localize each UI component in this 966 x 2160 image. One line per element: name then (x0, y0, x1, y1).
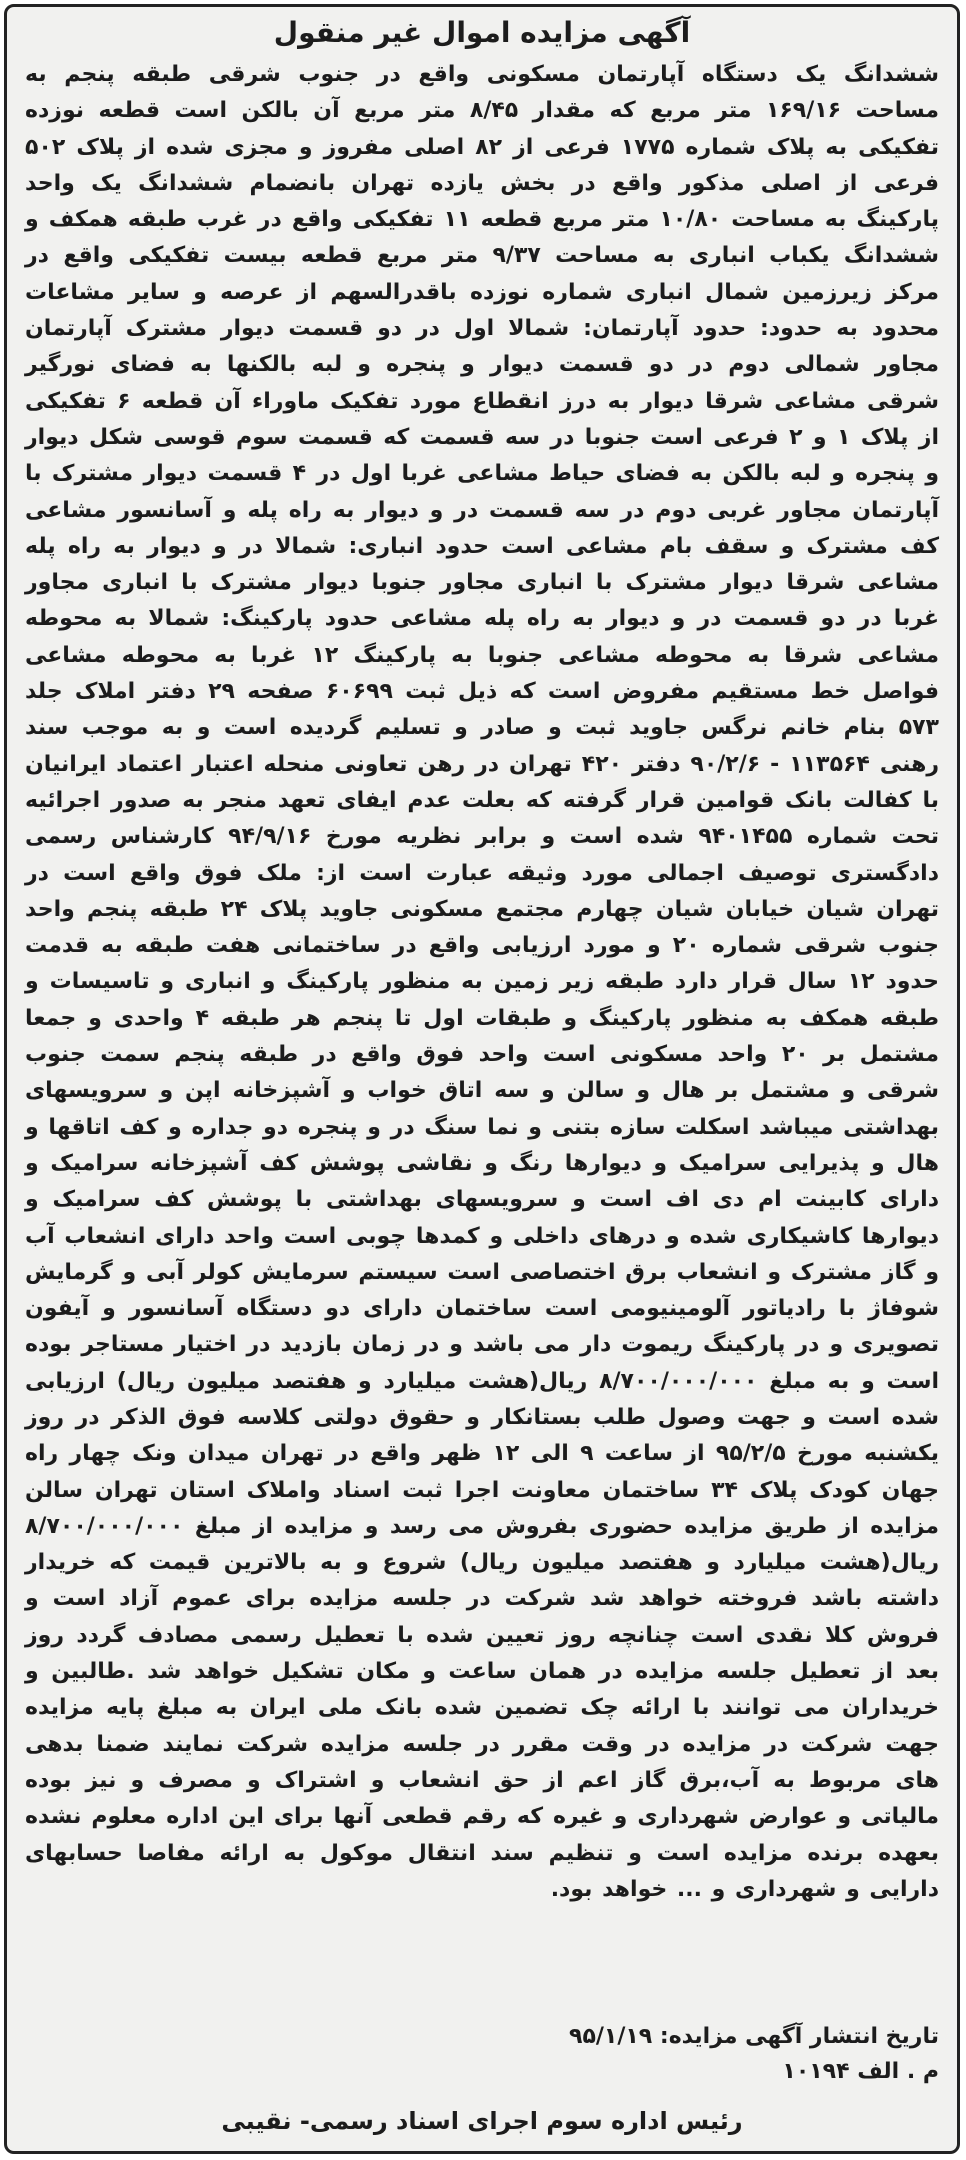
notice-title: آگهی مزایده اموال غیر منقول (273, 16, 691, 49)
signature: رئیس اداره سوم اجرای اسناد رسمی- نقیبی (221, 2107, 743, 2135)
publish-date: تاریخ انتشار آگهی مزایده: ۹۵/۱/۱۹ (569, 2024, 939, 2049)
reference-code: م . الف ۱۰۱۹۴ (782, 2059, 939, 2084)
notice-frame (4, 4, 960, 2154)
notice-body: ششدانگ یک دستگاه آپارتمان مسکونی واقع در جنوب شرقی طبقه پنجم به مساحت ۱۶۹/۱۶ متر مربع که مقدار ۸/۴۵ متر مربع آن بالکن است قطعه نوزده تفکیکی به پلاک شماره ۱۷۷۵ فرعی از ۸۲ اصلی مفروز و مجزی شده از پلاک ۵۰۲ فرعی از اصلی مذکور واقع در بخش یازده تهران بانضمام ششدانگ یک واحد پارکینگ به مساحت ۱۰/۸۰ متر مربع قطعه ۱۱ تفکیکی واقع در غرب طبقه همکف و ششدانگ یکباب انباری به مساحت ۹/۳۷ متر مربع قطعه بیست تفکیکی واقع در مرکز زیرزمین شمال انباری شماره نوزده باقدرالسهم از عرصه و سایر مشاعات محدود به حدود: حدود آپارتمان: شمالا اول در دو قسمت دیوار مشترک آپارتمان مجاور شمالی دوم در دو قسمت دیوار و پنجره و لبه بالکنها به فضای نورگیر شرقی مشاعی شرقا دیوار به درز انقطاع مورد تفکیک ماوراء آن قطعه ۶ تفکیکی از پلاک ۱ و ۲ فرعی است جنوبا در سه قسمت که قسمت سوم قوسی شکل دیوار و پنجره و لبه بالکن به فضای حیاط مشاعی غربا اول در ۴ قسمت دیوار مشترک با آپارتمان مجاور غربی دوم در سه قسمت در و دیوار به راه پله و آسانسور مشاعی کف مشترک و سقف بام مشاعی است حدود انباری: شمالا در و دیوار به راه پله مشاعی شرقا دیوار مشترک با انباری مجاور جنوبا دیوار مشترک با انباری مجاور غربا در دو قسمت در و دیوار به راه پله مشاعی حدود پارکینگ: شمالا به محوطه مشاعی شرقا به محوطه مشاعی جنوبا به پارکینگ ۱۲ غربا به محوطه مشاعی فواصل خط مستقیم مفروض است که ذیل ثبت ۶۰۶۹۹ صفحه ۲۹ دفتر املاک جلد ۵۷۳ بنام خانم نرگس جاوید ثبت و صادر و تسلیم گردیده است و به موجب سند رهنی ۱۱۳۵۶۴ - ۹۰/۲/۶ دفتر ۴۲۰ تهران در رهن تعاونی منحله اعتبار اعتماد ایرانیان با کفالت بانک قوامین قرار گرفته که بعلت عدم ایفای تعهد منجر به صدور اجرائیه تحت شماره ۹۴۰۱۴۵۵ شده است و برابر نظریه مورخ ۹۴/۹/۱۶ کارشناس رسمی دادگستری توصیف اجمالی مورد وثیقه عبارت است از: ملک فوق واقع است در تهران شیان خیابان شیان چهارم مجتمع مسکونی جاوید پلاک ۲۴ طبقه پنجم واحد جنوب شرقی شماره ۲۰ و مورد ارزیابی واقع در ساختمانی هفت طبقه به قدمت حدود ۱۲ سال قرار دارد طبقه زیر زمین به منظور پارکینگ و انباری و تاسیسات و طبقه همکف به منظور پارکینگ و طبقات اول تا پنجم هر طبقه ۴ واحدی و جمعا مشتمل بر ۲۰ واحد مسکونی است واحد فوق واقع در طبقه پنجم سمت جنوب شرقی و مشتمل بر هال و سالن و سه اتاق خواب و آشپزخانه اپن و سرویسهای بهداشتی میباشد اسکلت سازه بتنی و نما سنگ در و پنجره دو جداره و کف اتاقها و هال و پذیرایی سرامیک و دیوارها رنگ و نقاشی پوشش کف آشپزخانه سرامیک و دارای کابینت ام دی اف است و سرویسهای بهداشتی با پوشش کف سرامیک و دیوارها کاشیکاری شده و درهای داخلی و کمدها چوبی است واحد دارای انشعاب آب و گاز مشترک و انشعاب برق اختصاصی است سیستم سرمایش کولر آبی و گرمایش شوفاژ با رادیاتور آلومینیومی است ساختمان دارای دو دستگاه آسانسور و آیفون تصویری و در پارکینگ ریموت دار می باشد و در زمان بازدید در اختیار مستاجر بوده است و به مبلغ ۸/۷۰۰/۰۰۰/۰۰۰ ریال(هشت میلیارد و هفتصد میلیون ریال) ارزیابی شده است و جهت وصول طلب بستانکار و حقوق دولتی کلاسه فوق الذکر در روز یکشنبه مورخ ۹۵/۲/۵ از ساعت ۹ الی ۱۲ ظهر واقع در تهران میدان ونک چهار راه جهان کودک پلاک ۳۴ ساختمان معاونت اجرا ثبت اسناد واملاک استان تهران سالن مزایده از طریق مزایده حضوری بفروش می رسد و مزایده از مبلغ ۸/۷۰۰/۰۰۰/۰۰۰ ریال(هشت میلیارد و هفتصد میلیون ریال) شروع و به بالاترین قیمت که خریدار داشته باشد فروخته خواهد شد شرکت در جلسه مزایده برای عموم آزاد است و فروش کلا نقدی است چنانچه روز تعیین شده با تعطیل رسمی مصادف گردد روز بعد از تعطیل جلسه مزایده در همان ساعت و مکان تشکیل خواهد شد .طالبین و خریداران می توانند با ارائه چک تضمین شده بانک ملی ایران به مبلغ پایه مزایده جهت شرکت در مزایده در وقت مقرر در جلسه مزایده شرکت نمایند ضمنا بدهی های مربوط به آب،برق گاز اعم از حق انشعاب و اشتراک و مصرف و نیز بوده مالیاتی و عوارض شهرداری و غیره که رقم قطعی آنها برای این اداره معلوم نشده بعهده برنده مزایده است و تنظیم سند انتقال موکول به ارائه مفاصا حسابهای دارایی و شهرداری و ... خواهد بود. (25, 62, 940, 1902)
